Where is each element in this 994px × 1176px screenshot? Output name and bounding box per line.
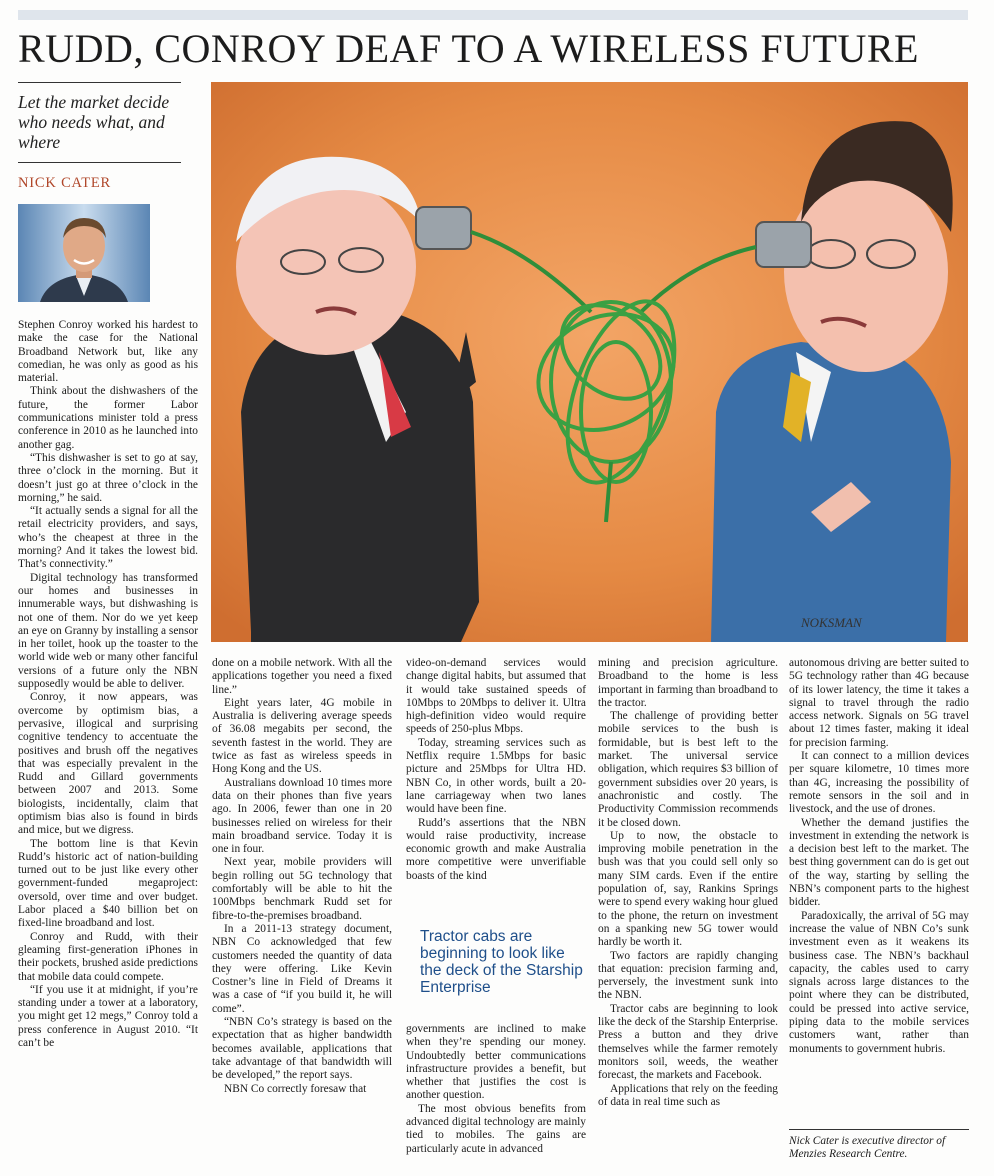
paragraph: Whether the demand justifies the investment in extending the network is a decision best left to the market. The best thing government can do is get out of the way, starting by selling the NBN’s component parts to the highest bidder.	[789, 816, 969, 909]
paragraph: Rudd’s assertions that the NBN would raise productivity, increase economic growth and make Australia more competitive were unverifiable boasts of the kind	[406, 816, 586, 882]
paragraph: Next year, mobile providers will begin rolling out 5G technology that comfortably will be able to hit the 100Mbps benchmark Rudd set for fibre-to-the-premises broadband.	[212, 856, 392, 922]
paragraph: The bottom line is that Kevin Rudd’s historic act of nation-building turned out to be just like every other government-funded megaproject: oversold, over time and over budget. Labor placed a $40 billion bet on fixed-line broadband and lost.	[18, 837, 198, 930]
paragraph: video-on-demand services would change digital habits, but assumed that it would take sustained speeds of 10Mbps to 20Mbps to deliver it. Ultra high-definition video would require speeds of 250-plus Mbps.	[406, 657, 586, 736]
paragraph: Two factors are rapidly changing that equation: precision farming and, perversely, the investment sunk into the NBN.	[598, 949, 778, 1002]
paragraph: It can connect to a million devices per square kilometre, 10 times more than 4G, increasing the possibility of remote sensors in the soil and in livestock, and the use of drones.	[789, 750, 969, 816]
paragraph: The challenge of providing better mobile services to the bush is formidable, but is best left to the market. The universal service obligation, which requires $3 billion of government subsidies over 20 years, is anachronistic and costly. The Productivity Commission recommends it be closed down.	[598, 710, 778, 829]
illustration-signature: NOKSMAN	[801, 615, 862, 630]
paragraph: mining and precision agriculture. Broadband to the home is less important in farming than broadband to the tractor.	[598, 657, 778, 709]
paragraph: Digital technology has transformed our homes and businesses in innumerable ways, but dishwashing is not one of them. Nor do we yet keep an eye on Granny by installing a sensor in her toilet, hook up the toaster to the world wide web or many other fanciful versions of a future only the NBN supposedly would be able to deliver.	[18, 571, 198, 691]
paragraph: “This dishwasher is set to go at say, three o’clock in the morning. But it doesn’t just go at three o’clock in the morning,” he said.	[18, 451, 198, 504]
headline: RUDD, CONROY DEAF TO A WIRELESS FUTURE	[18, 26, 919, 71]
paragraph: NBN Co correctly foresaw that	[224, 1082, 367, 1095]
paragraph: In a 2011-13 strategy document, NBN Co acknowledged that few customers needed the quantity of data they were offering. Like Kevin Costner’s line in Field of Dreams it was a case of “if you build it, he will come”.	[212, 922, 392, 1015]
paragraph: Australians download 10 times more data on their phones than five years ago. In 2006, fewer than one in 20 businesses relied on wireless for their main broadband service. Today it is one in four.	[212, 776, 392, 856]
author-footnote: Nick Cater is executive director of Menzies Research Centre.	[789, 1135, 946, 1161]
paragraph: Think about the dishwashers of the future, the former Labor communications minister told a press conference in 2010 as he launched into another gag.	[18, 385, 198, 451]
header-bar	[18, 10, 968, 20]
paragraph: Paradoxically, the arrival of 5G may increase the value of NBN Co’s sunk investment even as it weakens its business case. The NBN’s backhaul capacity, the cables used to carry signals across large distances to the point where they can be distributed, could be pressed into active service, piping data to the mobile services customers want, rather than monuments to government hubris.	[789, 909, 969, 1055]
byline: NICK CATER	[18, 175, 111, 191]
cartoon-illustration	[211, 82, 968, 642]
paragraph: Stephen Conroy worked his hardest to make the case for the National Broadband Network but, like any comedian, he was only as good as his material.	[18, 319, 198, 385]
article-column-1	[18, 319, 198, 1050]
pull-quote: Tractor cabs are beginning to look like the deck of the Starship Enterprise	[420, 928, 583, 996]
paragraph: Today, streaming services such as Netflix require 1.5Mbps for basic picture and 25Mbps for Ultra HD. NBN Co, in other words, built a 20-lane carriageway when two lanes would have been fine.	[406, 736, 586, 816]
paragraph: The most obvious benefits from advanced digital technology are mainly tied to mobiles. The gains are particularly acute in advanced	[406, 1102, 586, 1155]
paragraph: “If you use it at midnight, if you’re standing under a tower at a laboratory, you might get 12 megs,” Conroy told a press conference in August 2010. “It can’t be	[18, 983, 198, 1050]
paragraph: “It actually sends a signal for all the retail electricity providers, and says, who’s the cheapest at three in the morning? And it takes the lowest bid. That’s connectivity.”	[18, 505, 198, 571]
article-column-4	[598, 657, 778, 1109]
paragraph: Conroy and Rudd, with their gleaming first-generation iPhones in their pockets, brushed aside predictions that mobile data could compete.	[18, 930, 198, 983]
paragraph: “NBN Co’s strategy is based on the expectation that as higher bandwidth becomes available, applications that take advantage of that bandwidth will be developed,” the report says.	[212, 1016, 392, 1082]
paragraph: Conroy, it now appears, was overcome by optimism bias, a pervasive, illogical and surprising cognitive tendency to accentuate the positives and brush off the negatives that was especially prevalent in the Rudd and Gillard governments between 2007 and 2013. Some biologists, incidentally, claim that optimism bias also is found in birds and mice, but we digress.	[18, 691, 198, 837]
paragraph: autonomous driving are better suited to 5G technology rather than 4G because of its lower latency, the time it takes a signal to travel through the radio access network. Signals on 5G travel about 12 times faster, making it ideal for precision farming.	[789, 657, 969, 749]
paragraph: Up to now, the obstacle to improving mobile penetration in the bush was that you could sell only so many SIM cards. Even if the entire population of, say, Rankins Springs were to spend every waking hour glued to the phone, the return on investment on a spanking new 5G tower would hardly be worth it.	[598, 829, 778, 949]
paragraph: Applications that rely on the feeding of data in real time such as	[598, 1082, 778, 1108]
paragraph: done on a mobile network. With all the applications together you need a fixed line.”	[212, 657, 392, 696]
divider	[18, 82, 181, 83]
paragraph: Tractor cabs are beginning to look like the deck of the Starship Enterprise. Press a button and they drive themselves while the farmer remotely monitors soil, weeds, the weather forecast, the markets and Facebook.	[598, 1002, 778, 1082]
article-column-2	[212, 657, 392, 1096]
divider	[18, 162, 181, 163]
paragraph: Eight years later, 4G mobile in Australia is delivering average speeds of 36.08 megabits per second, the seventh fastest in the world. They are twice as fast as wireless speeds in Hong Kong and the US.	[212, 696, 392, 776]
paragraph: governments are inclined to make when they’re spending our money. Undoubtedly better communications infrastructure provides a benefit, but whether that justifies the cost is another question.	[406, 1023, 586, 1102]
article-column-5	[789, 657, 969, 1056]
article-column-3-bottom	[406, 1023, 586, 1156]
article-column-3-top	[406, 657, 586, 883]
standfirst: Let the market decide who needs what, and where	[18, 92, 170, 152]
author-photo	[18, 204, 150, 302]
divider	[789, 1129, 969, 1130]
